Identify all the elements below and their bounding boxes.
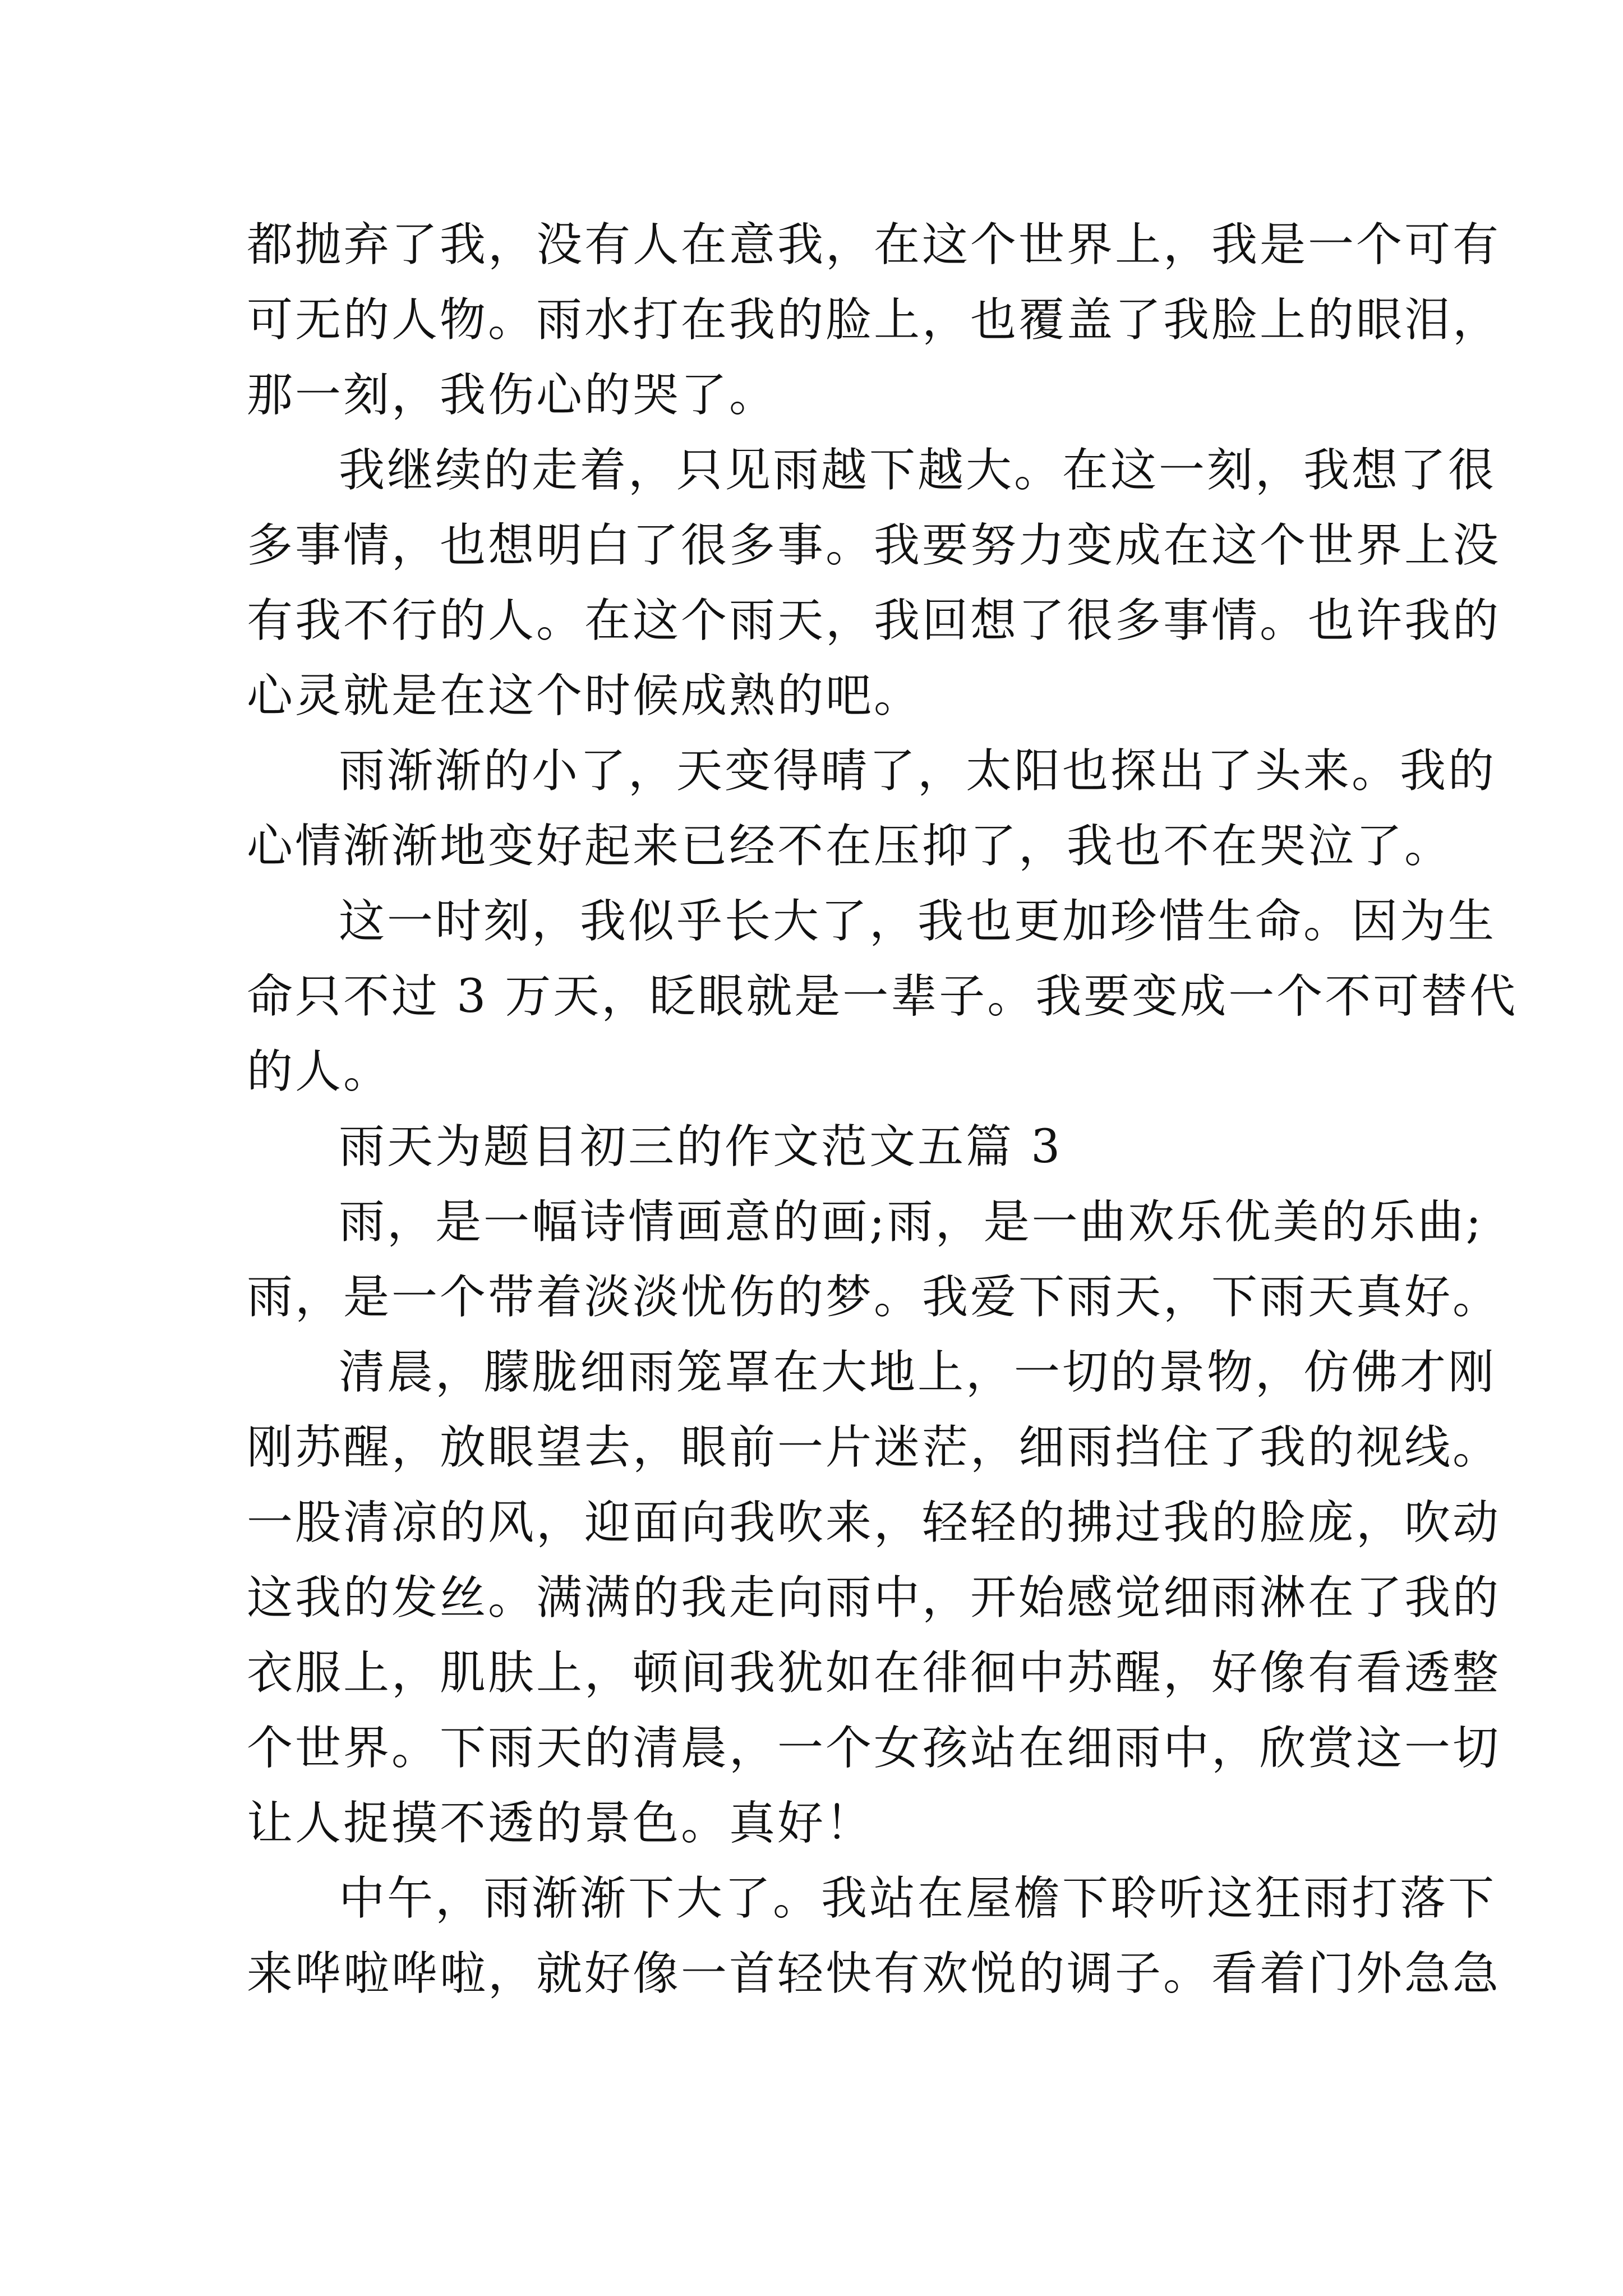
text-line: 个世界。下雨天的清晨，一个女孩站在细雨中，欣赏这一切 xyxy=(247,1722,1501,1775)
paragraph-first-line: 雨渐渐的小了，天变得晴了，太阳也探出了头来。我的 xyxy=(339,744,1497,798)
text-line: 多事情，也想明白了很多事。我要努力变成在这个世界上没 xyxy=(247,519,1501,572)
paragraph-first-line: 雨，是一幅诗情画意的画;雨，是一曲欢乐优美的乐曲; xyxy=(339,1195,1484,1249)
text-line: 命只不过 3 万天，眨眼就是一辈子。我要变成一个不可替代 xyxy=(247,970,1518,1023)
section-heading: 雨天为题目初三的作文范文五篇 3 xyxy=(339,1120,1063,1174)
text-line: 可无的人物。雨水打在我的脸上，也覆盖了我脸上的眼泪， xyxy=(247,293,1501,347)
paragraph-first-line: 这一时刻，我似乎长大了，我也更加珍惜生命。因为生 xyxy=(339,895,1497,948)
text-line: 刚苏醒，放眼望去，眼前一片迷茫，细雨挡住了我的视线。 xyxy=(247,1421,1501,1474)
text-line: 这我的发丝。满满的我走向雨中，开始感觉细雨淋在了我的 xyxy=(247,1571,1501,1625)
text-line: 衣服上，肌肤上，顿间我犹如在徘徊中苏醒，好像有看透整 xyxy=(247,1646,1501,1700)
text-line: 让人捉摸不透的景色。真好！ xyxy=(247,1797,874,1850)
text-line: 来哗啦哗啦，就好像一首轻快有欢悦的调子。看着门外急急 xyxy=(247,1947,1501,2000)
text-line: 有我不行的人。在这个雨天，我回想了很多事情。也许我的 xyxy=(247,594,1501,647)
text-line: 心情渐渐地变好起来已经不在压抑了，我也不在哭泣了。 xyxy=(247,820,1453,873)
text-line: 都抛弃了我，没有人在意我，在这个世界上，我是一个可有 xyxy=(247,218,1501,272)
paragraph-first-line: 中午，雨渐渐下大了。我站在屋檐下聆听这狂雨打落下 xyxy=(339,1872,1497,1925)
text-line: 雨，是一个带着淡淡忧伤的梦。我爱下雨天，下雨天真好。 xyxy=(247,1271,1501,1324)
paragraph-first-line: 我继续的走着，只见雨越下越大。在这一刻，我想了很 xyxy=(339,444,1497,497)
text-line: 那一刻，我伤心的哭了。 xyxy=(247,369,778,422)
paragraph-first-line: 清晨，朦胧细雨笼罩在大地上，一切的景物，仿佛才刚 xyxy=(339,1346,1497,1399)
text-line: 一股清凉的风，迎面向我吹来，轻轻的拂过我的脸庞，吹动 xyxy=(247,1496,1501,1549)
text-line: 心灵就是在这个时候成熟的吧。 xyxy=(247,669,923,723)
text-line: 的人。 xyxy=(247,1045,392,1098)
